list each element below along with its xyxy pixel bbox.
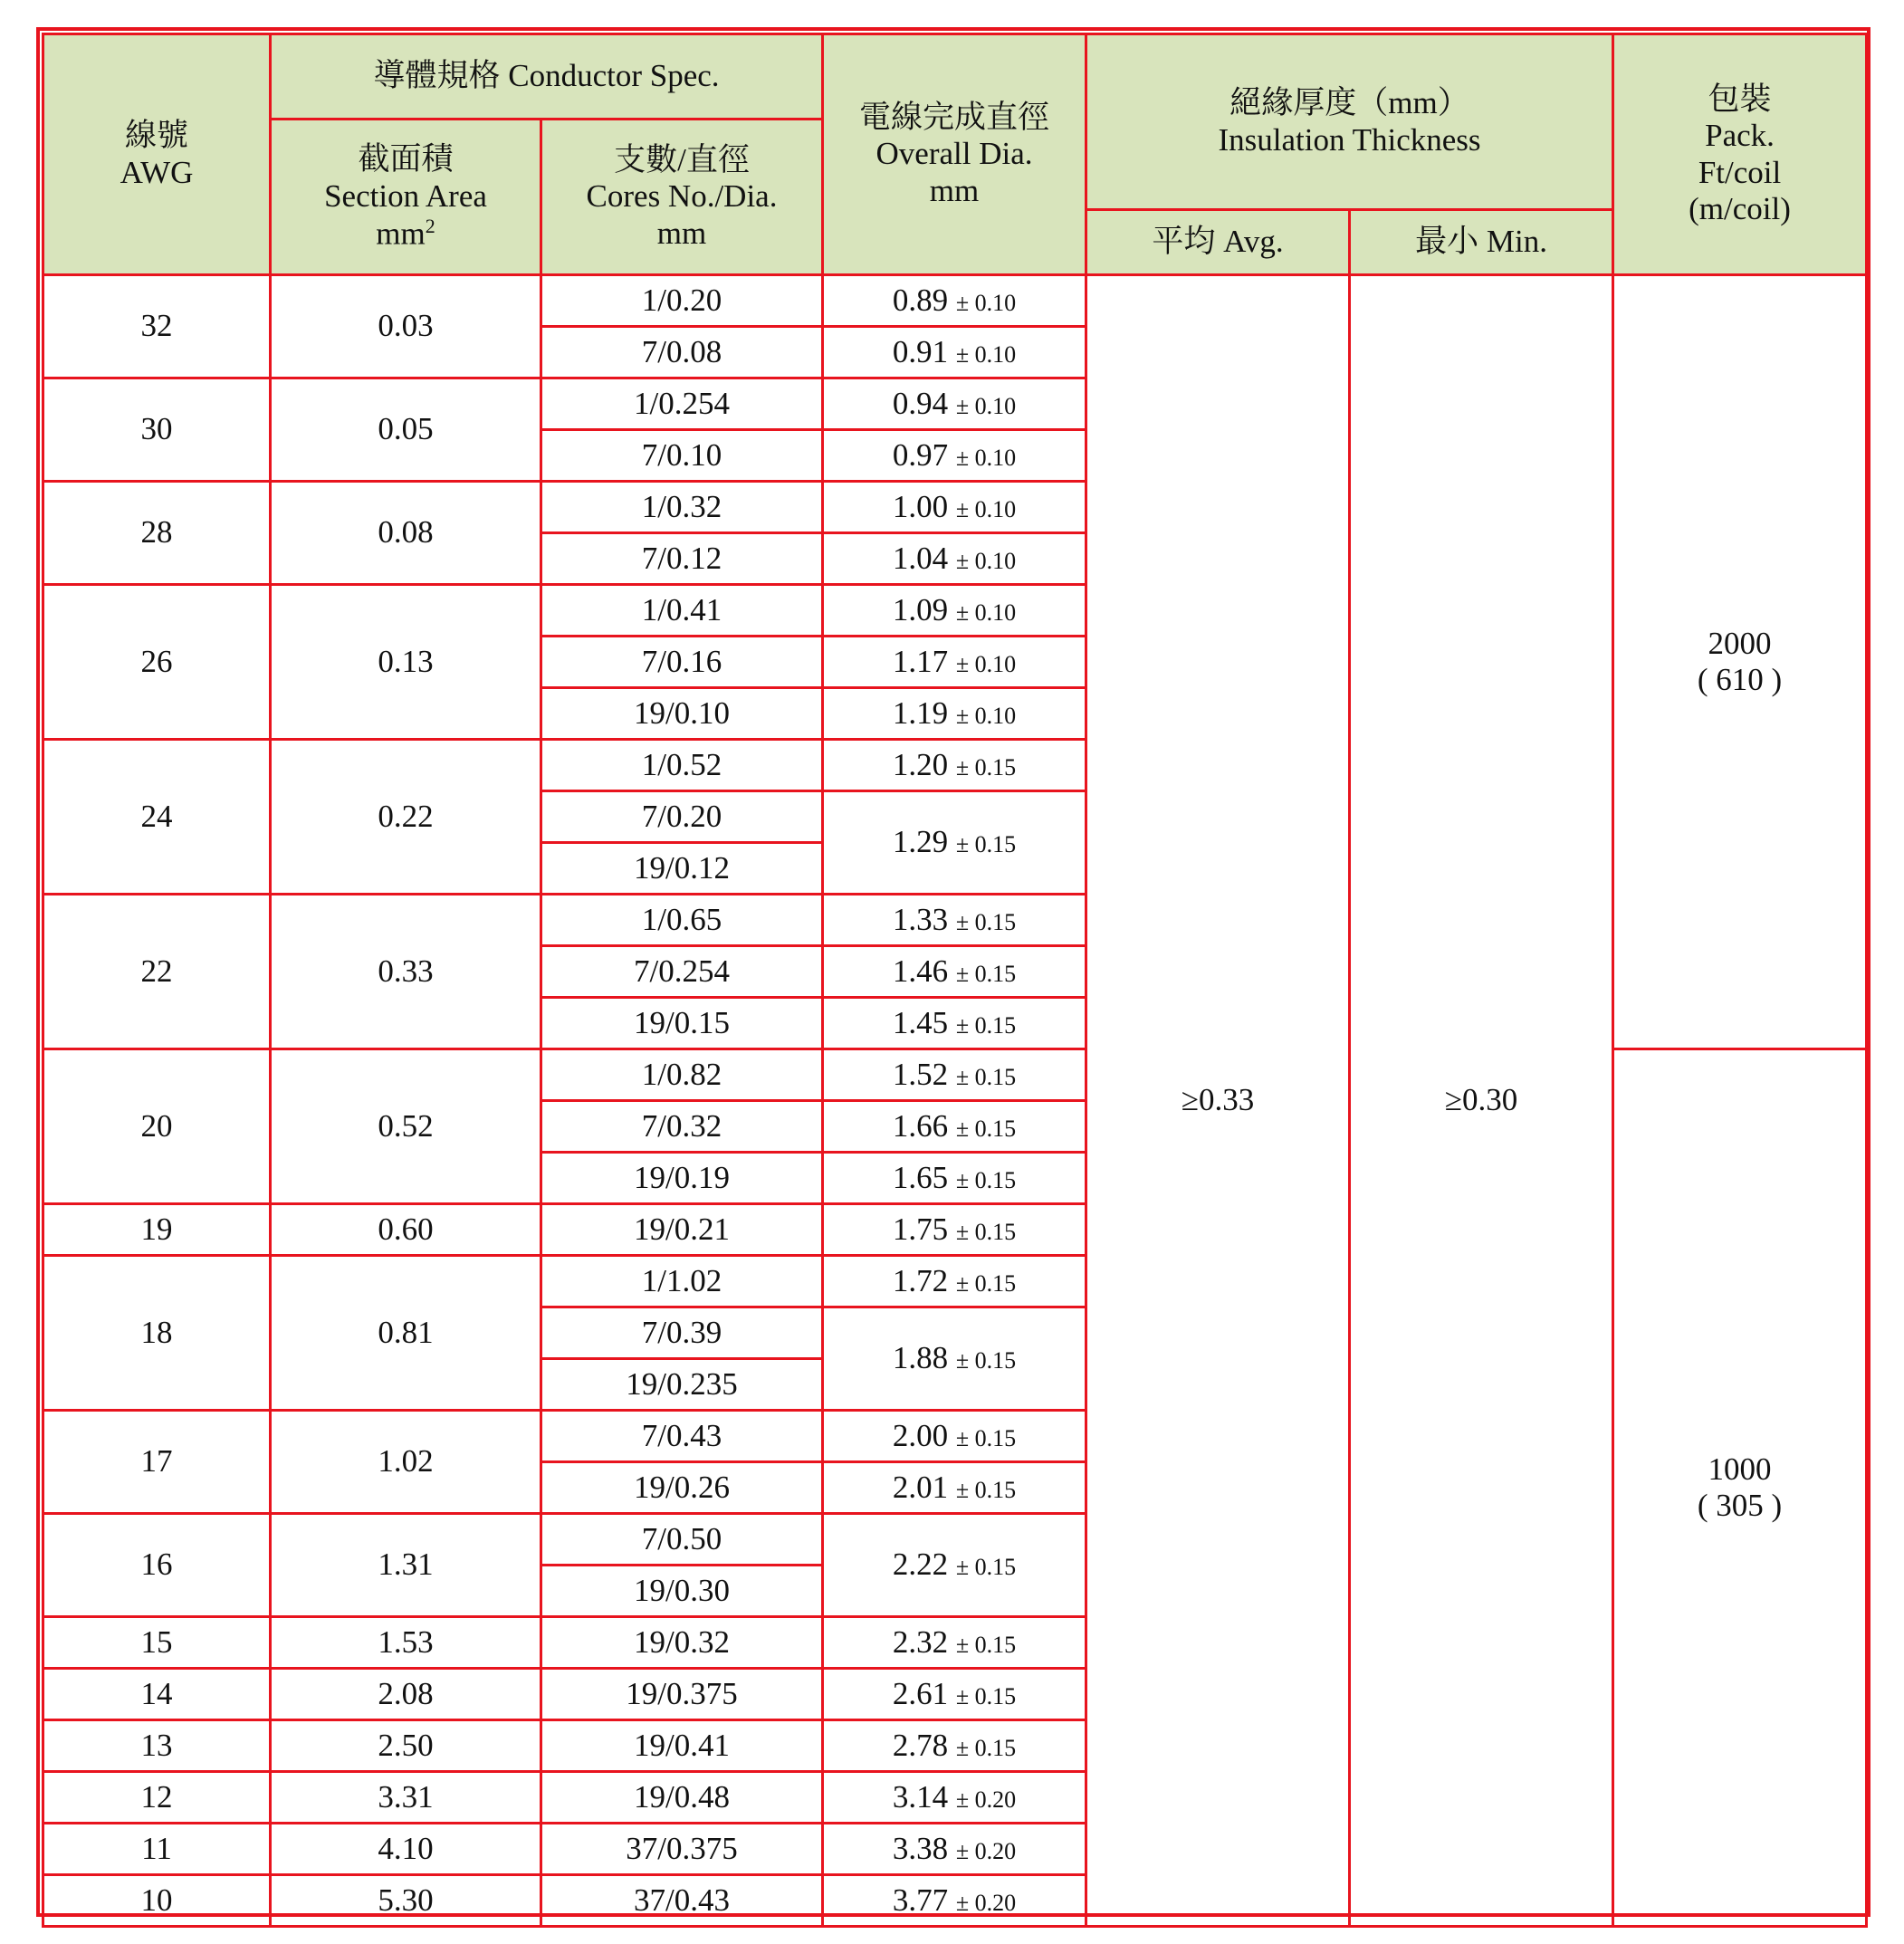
cores-cell: 1/0.32 xyxy=(541,482,823,533)
header-cores: 支數/直徑 Cores No./Dia. mm xyxy=(541,120,823,275)
dia-cell: 1.45 ± 0.15 xyxy=(823,998,1086,1049)
dia-cell: 1.88 ± 0.15 xyxy=(823,1307,1086,1411)
dia-cell: 1.20 ± 0.15 xyxy=(823,740,1086,791)
table-row xyxy=(43,275,1867,327)
cores-cell: 19/0.12 xyxy=(541,843,823,895)
area-cell: 4.10 xyxy=(271,1824,541,1875)
area-cell: 0.05 xyxy=(271,378,541,482)
awg-cell: 15 xyxy=(43,1617,271,1669)
area-cell: 0.13 xyxy=(271,585,541,740)
dia-cell: 1.33 ± 0.15 xyxy=(823,895,1086,946)
area-cell: 2.50 xyxy=(271,1720,541,1772)
area-cell: 2.08 xyxy=(271,1669,541,1720)
cores-cell: 7/0.254 xyxy=(541,946,823,998)
wire-spec-table xyxy=(42,33,1868,1928)
cores-cell: 7/0.16 xyxy=(541,637,823,688)
cores-cell: 19/0.41 xyxy=(541,1720,823,1772)
area-cell: 0.33 xyxy=(271,895,541,1049)
dia-cell: 2.00 ± 0.15 xyxy=(823,1411,1086,1462)
cores-cell: 7/0.32 xyxy=(541,1101,823,1153)
cores-cell: 19/0.10 xyxy=(541,688,823,740)
dia-cell: 1.04 ± 0.10 xyxy=(823,533,1086,585)
dia-cell: 1.00 ± 0.10 xyxy=(823,482,1086,533)
area-cell: 0.81 xyxy=(271,1256,541,1411)
dia-cell: 1.75 ± 0.15 xyxy=(823,1204,1086,1256)
cores-cell: 7/0.08 xyxy=(541,327,823,378)
cores-cell: 1/0.254 xyxy=(541,378,823,430)
dia-cell: 2.01 ± 0.15 xyxy=(823,1462,1086,1514)
cores-cell: 19/0.375 xyxy=(541,1669,823,1720)
cores-cell: 1/1.02 xyxy=(541,1256,823,1307)
dia-cell: 1.72 ± 0.15 xyxy=(823,1256,1086,1307)
dia-cell: 0.97 ± 0.10 xyxy=(823,430,1086,482)
cores-cell: 7/0.12 xyxy=(541,533,823,585)
dia-cell: 0.89 ± 0.10 xyxy=(823,275,1086,327)
dia-cell: 3.14 ± 0.20 xyxy=(823,1772,1086,1824)
pack-cell-2000: 2000 ( 610 ) xyxy=(1613,275,1867,1049)
awg-cell: 32 xyxy=(43,275,271,378)
cores-cell: 19/0.30 xyxy=(541,1566,823,1617)
cores-cell: 19/0.19 xyxy=(541,1153,823,1204)
dia-cell: 0.94 ± 0.10 xyxy=(823,378,1086,430)
cores-cell: 7/0.20 xyxy=(541,791,823,843)
cores-cell: 19/0.15 xyxy=(541,998,823,1049)
dia-cell: 3.38 ± 0.20 xyxy=(823,1824,1086,1875)
awg-cell: 26 xyxy=(43,585,271,740)
header-min: 最小 Min. xyxy=(1350,210,1613,275)
dia-cell: 1.09 ± 0.10 xyxy=(823,585,1086,637)
dia-cell: 1.46 ± 0.15 xyxy=(823,946,1086,998)
header-avg: 平均 Avg. xyxy=(1086,210,1350,275)
awg-cell: 20 xyxy=(43,1049,271,1204)
insulation-min-cell: ≥0.30 xyxy=(1350,275,1613,1927)
area-cell: 1.31 xyxy=(271,1514,541,1617)
cores-cell: 37/0.375 xyxy=(541,1824,823,1875)
cores-cell: 7/0.10 xyxy=(541,430,823,482)
area-cell: 0.60 xyxy=(271,1204,541,1256)
area-cell: 3.31 xyxy=(271,1772,541,1824)
cores-cell: 7/0.39 xyxy=(541,1307,823,1359)
dia-cell: 1.52 ± 0.15 xyxy=(823,1049,1086,1101)
header-insulation-thickness: 絕緣厚度（mm） Insulation Thickness xyxy=(1086,34,1613,210)
awg-cell: 12 xyxy=(43,1772,271,1824)
awg-cell: 10 xyxy=(43,1875,271,1927)
cores-cell: 1/0.41 xyxy=(541,585,823,637)
cores-cell: 1/0.65 xyxy=(541,895,823,946)
area-cell: 1.53 xyxy=(271,1617,541,1669)
area-cell: 1.02 xyxy=(271,1411,541,1514)
header-awg: 線號 AWG xyxy=(43,34,271,275)
cores-cell: 19/0.235 xyxy=(541,1359,823,1411)
header-conductor-spec: 導體規格 Conductor Spec. xyxy=(271,34,823,120)
awg-cell: 14 xyxy=(43,1669,271,1720)
header-overall-dia: 電線完成直徑 Overall Dia. mm xyxy=(823,34,1086,275)
awg-cell: 19 xyxy=(43,1204,271,1256)
area-cell: 5.30 xyxy=(271,1875,541,1927)
awg-cell: 22 xyxy=(43,895,271,1049)
awg-cell: 16 xyxy=(43,1514,271,1617)
awg-cell: 11 xyxy=(43,1824,271,1875)
cores-cell: 19/0.48 xyxy=(541,1772,823,1824)
area-cell: 0.22 xyxy=(271,740,541,895)
awg-cell: 24 xyxy=(43,740,271,895)
dia-cell: 1.29 ± 0.15 xyxy=(823,791,1086,895)
dia-cell: 2.78 ± 0.15 xyxy=(823,1720,1086,1772)
cores-cell: 7/0.50 xyxy=(541,1514,823,1566)
awg-cell: 30 xyxy=(43,378,271,482)
dia-cell: 2.32 ± 0.15 xyxy=(823,1617,1086,1669)
awg-cell: 13 xyxy=(43,1720,271,1772)
cores-cell: 1/0.52 xyxy=(541,740,823,791)
area-cell: 0.52 xyxy=(271,1049,541,1204)
dia-cell: 0.91 ± 0.10 xyxy=(823,327,1086,378)
dia-cell: 1.65 ± 0.15 xyxy=(823,1153,1086,1204)
dia-cell: 1.19 ± 0.10 xyxy=(823,688,1086,740)
cores-cell: 19/0.26 xyxy=(541,1462,823,1514)
dia-cell: 2.61 ± 0.15 xyxy=(823,1669,1086,1720)
awg-cell: 18 xyxy=(43,1256,271,1411)
awg-cell: 28 xyxy=(43,482,271,585)
area-cell: 0.03 xyxy=(271,275,541,378)
dia-cell: 3.77 ± 0.20 xyxy=(823,1875,1086,1927)
area-cell: 0.08 xyxy=(271,482,541,585)
insulation-avg-cell: ≥0.33 xyxy=(1086,275,1350,1927)
header-pack: 包裝 Pack. Ft/coil (m/coil) xyxy=(1613,34,1867,275)
cores-cell: 1/0.82 xyxy=(541,1049,823,1101)
cores-cell: 19/0.21 xyxy=(541,1204,823,1256)
cores-cell: 1/0.20 xyxy=(541,275,823,327)
header-section-area: 截面積 Section Area $mm^2$ xyxy=(271,120,541,275)
cores-cell: 7/0.43 xyxy=(541,1411,823,1462)
cores-cell: 37/0.43 xyxy=(541,1875,823,1927)
dia-cell: 2.22 ± 0.15 xyxy=(823,1514,1086,1617)
dia-cell: 1.66 ± 0.15 xyxy=(823,1101,1086,1153)
cores-cell: 19/0.32 xyxy=(541,1617,823,1669)
awg-cell: 17 xyxy=(43,1411,271,1514)
dia-cell: 1.17 ± 0.10 xyxy=(823,637,1086,688)
pack-cell-1000: 1000 ( 305 ) xyxy=(1613,1049,1867,1927)
